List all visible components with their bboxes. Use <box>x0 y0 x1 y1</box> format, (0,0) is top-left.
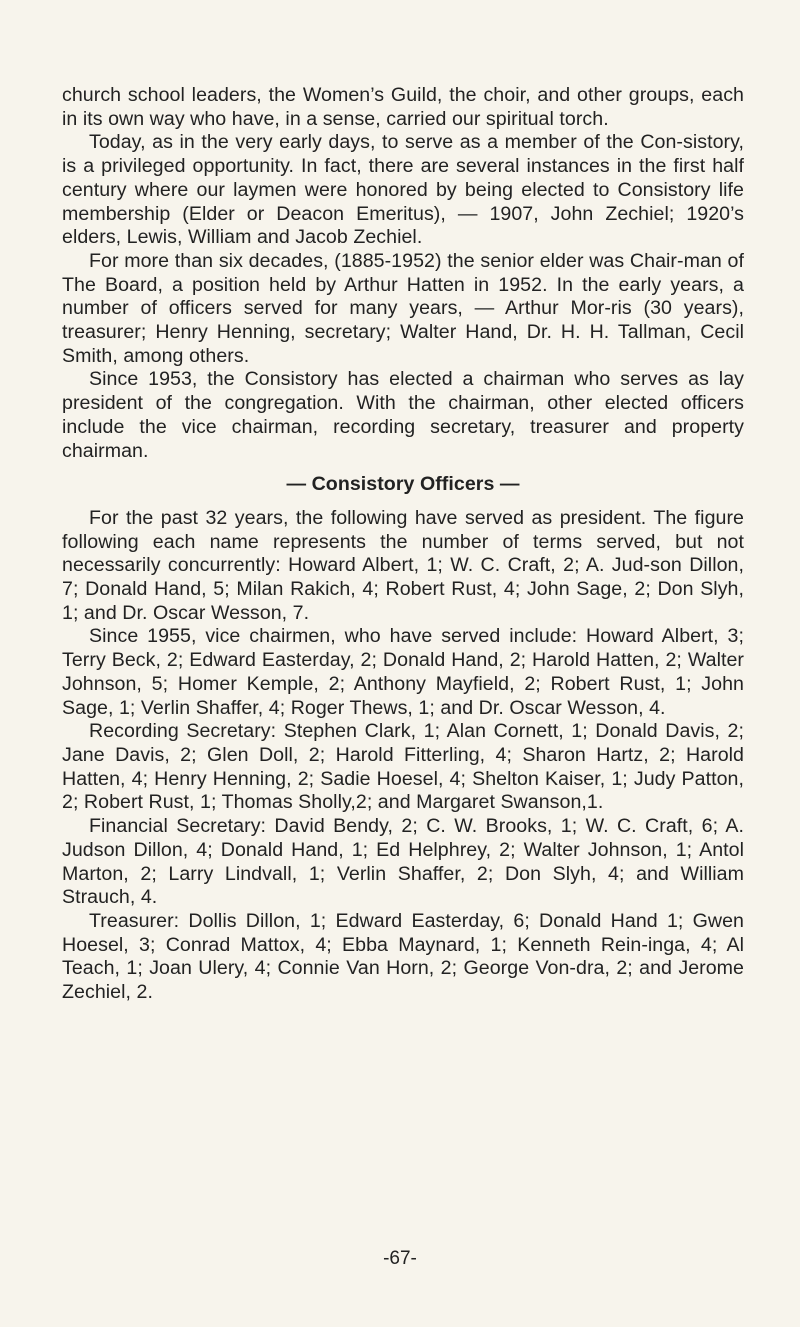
paragraph-senior-elder: For more than six decades, (1885-1952) the senior elder was Chair-man of The Board, a position held by Arthur Hatten in 1952. In the early years, a number of officers served for many years, — Arthur Mor-ris (30 years), treasurer; Henry Henning, secretary; Walter Hand, Dr. H. H. Tallman, Cecil Smith, among others. <box>62 249 744 367</box>
paragraph-spiritual-torch: church school leaders, the Women’s Guild, the choir, and other groups, each in its own way who have, in a sense, carried our spiritual torch. <box>62 84 744 130</box>
document-page <box>62 84 744 1005</box>
paragraph-vice-chairmen: Since 1955, vice chairmen, who have served include: Howard Albert, 3; Terry Beck, 2; Edward Easterday, 2; Donald Hand, 2; Harold Hatten, 2; Walter Johnson, 5; Homer Kemple, 2; Anthony Mayfield, 2; Robert Rust, 1; John Sage, 1; Verlin Shaffer, 4; Roger Thews, 1; and Dr. Oscar Wesson, 4. <box>62 625 744 719</box>
section-heading-consistory-officers: — Consistory Officers — <box>286 473 520 496</box>
paragraph-consistory-membership: Today, as in the very early days, to serve as a member of the Con-sistory, is a privileged opportunity. In fact, there are several instances in the first half century where our laymen were honored by being elected to Consistory life membership (Elder or Deacon Emeritus), — 1907, John Zechiel; 1920’s elders, Lewis, William and Jacob Zechiel. <box>62 131 744 249</box>
paragraph-recording-secretary: Recording Secretary: Stephen Clark, 1; Alan Cornett, 1; Donald Davis, 2; Jane Davis, 2; Glen Doll, 2; Harold Fitterling, 4; Sharon Hartz, 2; Harold Hatten, 4; Henry Henning, 2; Sadie Hoesel, 4; Shelton Kaiser, 1; Judy Patton, 2; Robert Rust, 1; Thomas Sholly,2; and Margaret Swanson,1. <box>62 720 744 814</box>
paragraph-financial-secretary: Financial Secretary: David Bendy, 2; C. W. Brooks, 1; W. C. Craft, 6; A. Judson Dillon, 4; Donald Hand, 1; Ed Helphrey, 2; Walter Johnson, 1; Antol Marton, 2; Larry Lindvall, 1; Verlin Shaffer, 2; Don Slyh, 4; and William Strauch, 4. <box>62 815 744 909</box>
paragraph-presidents: For the past 32 years, the following have served as president. The figure following each name represents the number of terms served, but not necessarily concurrently: Howard Albert, 1; W. C. Craft, 2; A. Jud-son Dillon, 7; Donald Hand, 5; Milan Rakich, 4; Robert Rust, 4; John Sage, 2; Don Slyh, 1; and Dr. Oscar Wesson, 7. <box>62 506 744 624</box>
paragraph-chairman-since-1953: Since 1953, the Consistory has elected a chairman who serves as lay president of the congregation. With the chairman, other elected officers include the vice chairman, recording secretary, treasurer and property chairman. <box>62 368 744 462</box>
page-number: -67- <box>383 1248 417 1269</box>
paragraph-treasurer: Treasurer: Dollis Dillon, 1; Edward Easterday, 6; Donald Hand 1; Gwen Hoesel, 3; Conrad Mattox, 4; Ebba Maynard, 1; Kenneth Rein-inga, 4; Al Teach, 1; Joan Ulery, 4; Connie Van Horn, 2; George Von-dra, 2; and Jerome Zechiel, 2. <box>62 909 744 1004</box>
